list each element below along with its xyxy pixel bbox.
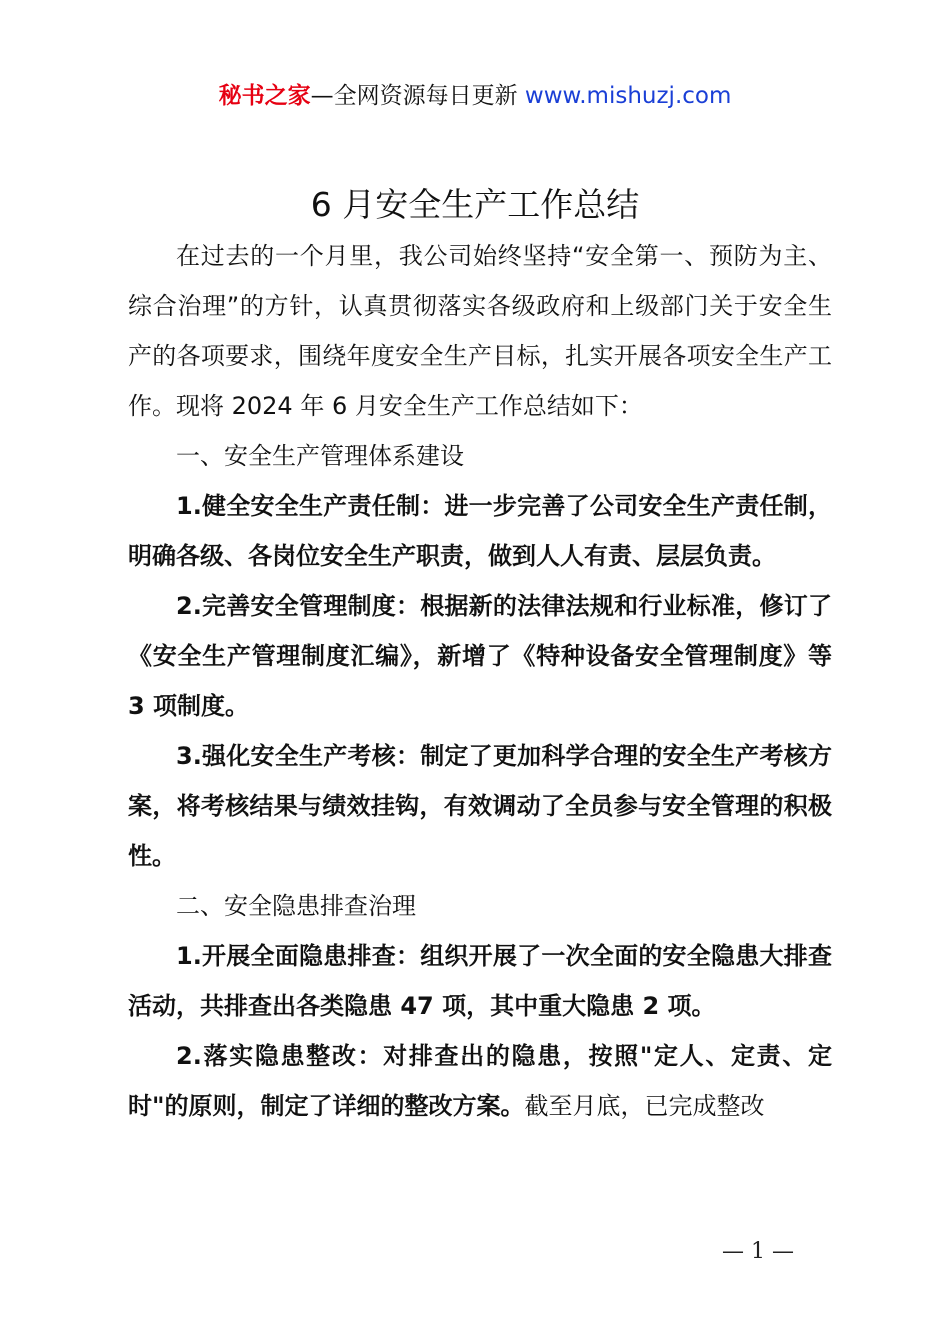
intro-paragraph: 在过去的一个月里，我公司始终坚持“安全第一、预防为主、综合治理”的方针，认真贯彻落实各级政府和上级部门关于安全生产的各项要求，围绕年度安全生产目标，扎实开展各项安全生产工作。现将 2024 年 6 月安全生产工作总结如下： — [128, 242, 832, 420]
page-number: — 1 — — [722, 1239, 794, 1264]
item-1-3: 3.强化安全生产考核：制定了更加科学合理的安全生产考核方案，将考核结果与绩效挂钩，有效调动了全员参与安全管理的积极性。 — [128, 742, 832, 870]
item-2-2 — [128, 1031, 832, 1131]
item-2-1: 1.开展全面隐患排查：组织开展了一次全面的安全隐患大排查活动，共排查出各类隐患 47 项，其中重大隐患 2 项。 — [128, 942, 832, 1020]
section-heading-1: 一、安全生产管理体系建设 — [176, 442, 464, 470]
header-slogan: —全网资源每日更新 — [310, 83, 518, 109]
website-link[interactable]: www.mishuzj.com — [524, 83, 732, 109]
document-body — [128, 231, 832, 1131]
item-1-2: 2.完善安全管理制度：根据新的法律法规和行业标准，修订了《安全生产管理制度汇编》，新增了《特种设备安全管理制度》等 3 项制度。 — [128, 592, 832, 720]
document-title: 6 月安全生产工作总结 — [310, 185, 640, 224]
item-2-2-bold: 2.落实隐患整改：对排查出的隐患，按照"定人、定责、定时"的原则，制定了详细的整改方案。 — [128, 1042, 832, 1120]
page-header — [0, 80, 950, 112]
item-1-1: 1.健全安全生产责任制：进一步完善了公司安全生产责任制，明确各级、各岗位安全生产职责，做到人人有责、层层负责。 — [128, 492, 832, 570]
item-2-2-normal: 截至月底，已完成整改 — [524, 1092, 765, 1120]
brand-name: 秘书之家 — [218, 83, 311, 109]
section-heading-2: 二、安全隐患排查治理 — [176, 892, 416, 920]
